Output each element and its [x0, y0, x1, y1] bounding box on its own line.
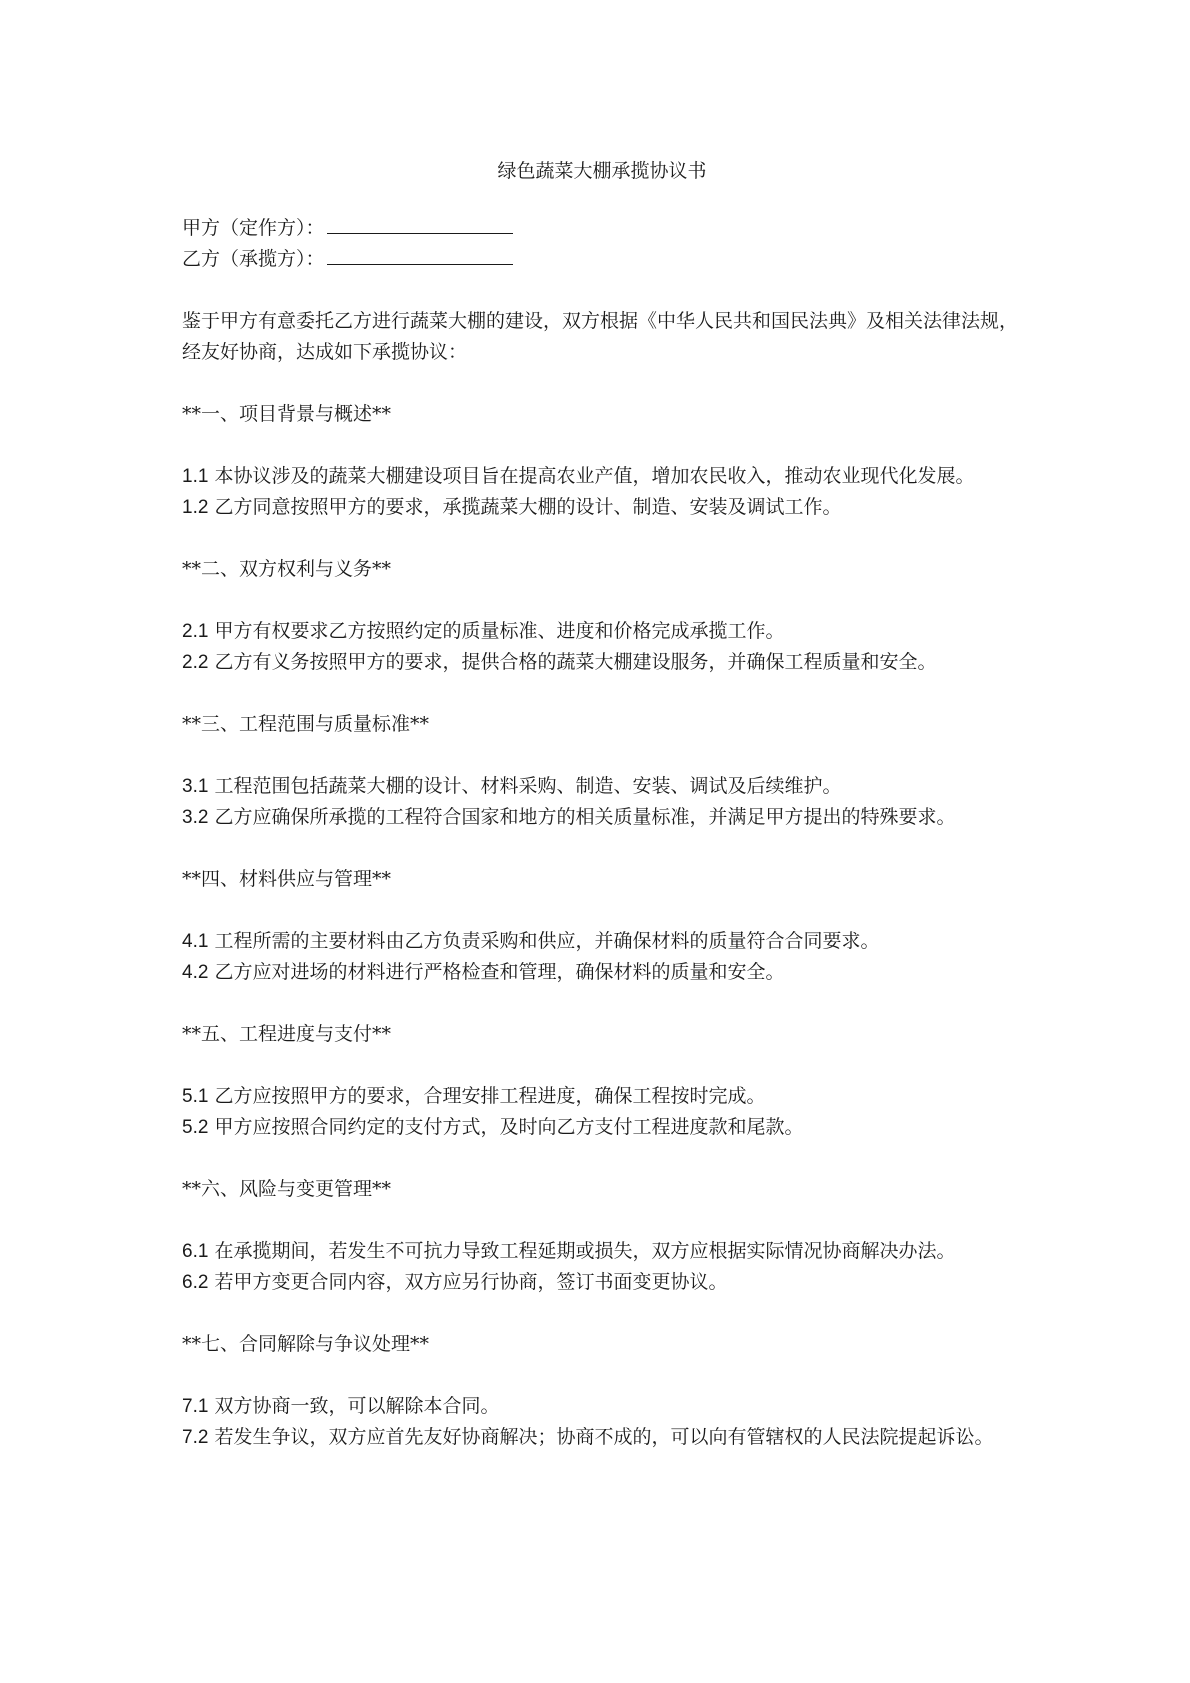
section-heading: **二、双方权利与义务**	[182, 558, 392, 580]
clause-text: 乙方同意按照甲方的要求，承揽蔬菜大棚的设计、制造、安装及调试工作。	[208, 496, 842, 518]
section-heading: **三、工程范围与质量标准**	[182, 713, 430, 735]
clause	[182, 1391, 1022, 1422]
clause-number: 7.2	[182, 1427, 209, 1448]
clause-text: 甲方应按照合同约定的支付方式，及时向乙方支付工程进度款和尾款。	[208, 1116, 804, 1138]
clause-number: 7.1	[182, 1396, 209, 1417]
section-5	[182, 1019, 1022, 1143]
clause	[182, 771, 1022, 802]
clause-number: 3.2	[182, 807, 209, 828]
party-b-label: 乙方（承揽方）：	[182, 248, 325, 270]
section-2	[182, 554, 1022, 678]
clause-number: 1.2	[182, 497, 209, 518]
clause-number: 6.1	[182, 1241, 209, 1262]
clause-text: 乙方应按照甲方的要求，合理安排工程进度，确保工程按时完成。	[208, 1085, 766, 1107]
section-7	[182, 1329, 1022, 1453]
document-title: 绿色蔬菜大棚承揽协议书	[497, 160, 707, 182]
clause	[182, 802, 1022, 833]
clause-number: 4.1	[182, 931, 209, 952]
clause-number: 1.1	[182, 466, 209, 487]
clause-text: 本协议涉及的蔬菜大棚建设项目旨在提高农业产值，增加农民收入，推动农业现代化发展。	[208, 465, 975, 487]
clause	[182, 492, 1022, 523]
clause	[182, 616, 1022, 647]
clause	[182, 1422, 1022, 1453]
clause-number: 5.1	[182, 1086, 209, 1107]
section-heading: **一、项目背景与概述**	[182, 403, 392, 425]
section-heading: **五、工程进度与支付**	[182, 1023, 392, 1045]
section-3	[182, 709, 1022, 833]
clause-number: 6.2	[182, 1272, 209, 1293]
party-a-line	[182, 213, 1022, 244]
clause	[182, 1267, 1022, 1298]
section-6	[182, 1174, 1022, 1298]
clause-number: 3.1	[182, 776, 209, 797]
clause-number: 2.1	[182, 621, 209, 642]
clause-text: 工程范围包括蔬菜大棚的设计、材料采购、制造、安装、调试及后续维护。	[208, 775, 842, 797]
clause-text: 乙方应确保所承揽的工程符合国家和地方的相关质量标准，并满足甲方提出的特殊要求。	[208, 806, 956, 828]
section-heading: **七、合同解除与争议处理**	[182, 1333, 430, 1355]
section-4	[182, 864, 1022, 988]
party-a-blank-field	[327, 214, 513, 234]
party-b-blank-field	[327, 245, 513, 265]
clause	[182, 461, 1022, 492]
clause	[182, 1081, 1022, 1112]
party-a-label: 甲方（定作方）：	[182, 217, 325, 239]
clause-text: 乙方应对进场的材料进行严格检查和管理，确保材料的质量和安全。	[208, 961, 785, 983]
section-1	[182, 399, 1022, 523]
clause	[182, 1236, 1022, 1267]
clause-number: 5.2	[182, 1117, 209, 1138]
clause-text: 双方协商一致，可以解除本合同。	[208, 1395, 500, 1417]
clause-text: 在承揽期间，若发生不可抗力导致工程延期或损失，双方应根据实际情况协商解决办法。	[208, 1240, 956, 1262]
clause-text: 乙方有义务按照甲方的要求，提供合格的蔬菜大棚建设服务，并确保工程质量和安全。	[208, 651, 937, 673]
clause	[182, 1112, 1022, 1143]
section-heading: **四、材料供应与管理**	[182, 868, 392, 890]
clause-text: 工程所需的主要材料由乙方负责采购和供应，并确保材料的质量符合合同要求。	[208, 930, 880, 952]
parties-block	[182, 213, 1022, 275]
preamble: 鉴于甲方有意委托乙方进行蔬菜大棚的建设，双方根据《中华人民共和国民法典》及相关法律法规，经友好协商，达成如下承揽协议：	[182, 310, 1019, 363]
clause	[182, 926, 1022, 957]
document-body	[182, 156, 1022, 1484]
party-b-line	[182, 244, 1022, 275]
clause-text: 若甲方变更合同内容，双方应另行协商，签订书面变更协议。	[208, 1271, 728, 1293]
clause-number: 4.2	[182, 962, 209, 983]
clause-text: 甲方有权要求乙方按照约定的质量标准、进度和价格完成承揽工作。	[208, 620, 785, 642]
clause	[182, 957, 1022, 988]
clause-text: 若发生争议，双方应首先友好协商解决；协商不成的，可以向有管辖权的人民法院提起诉讼。	[208, 1426, 994, 1448]
section-heading: **六、风险与变更管理**	[182, 1178, 392, 1200]
clause	[182, 647, 1022, 678]
clause-number: 2.2	[182, 652, 209, 673]
